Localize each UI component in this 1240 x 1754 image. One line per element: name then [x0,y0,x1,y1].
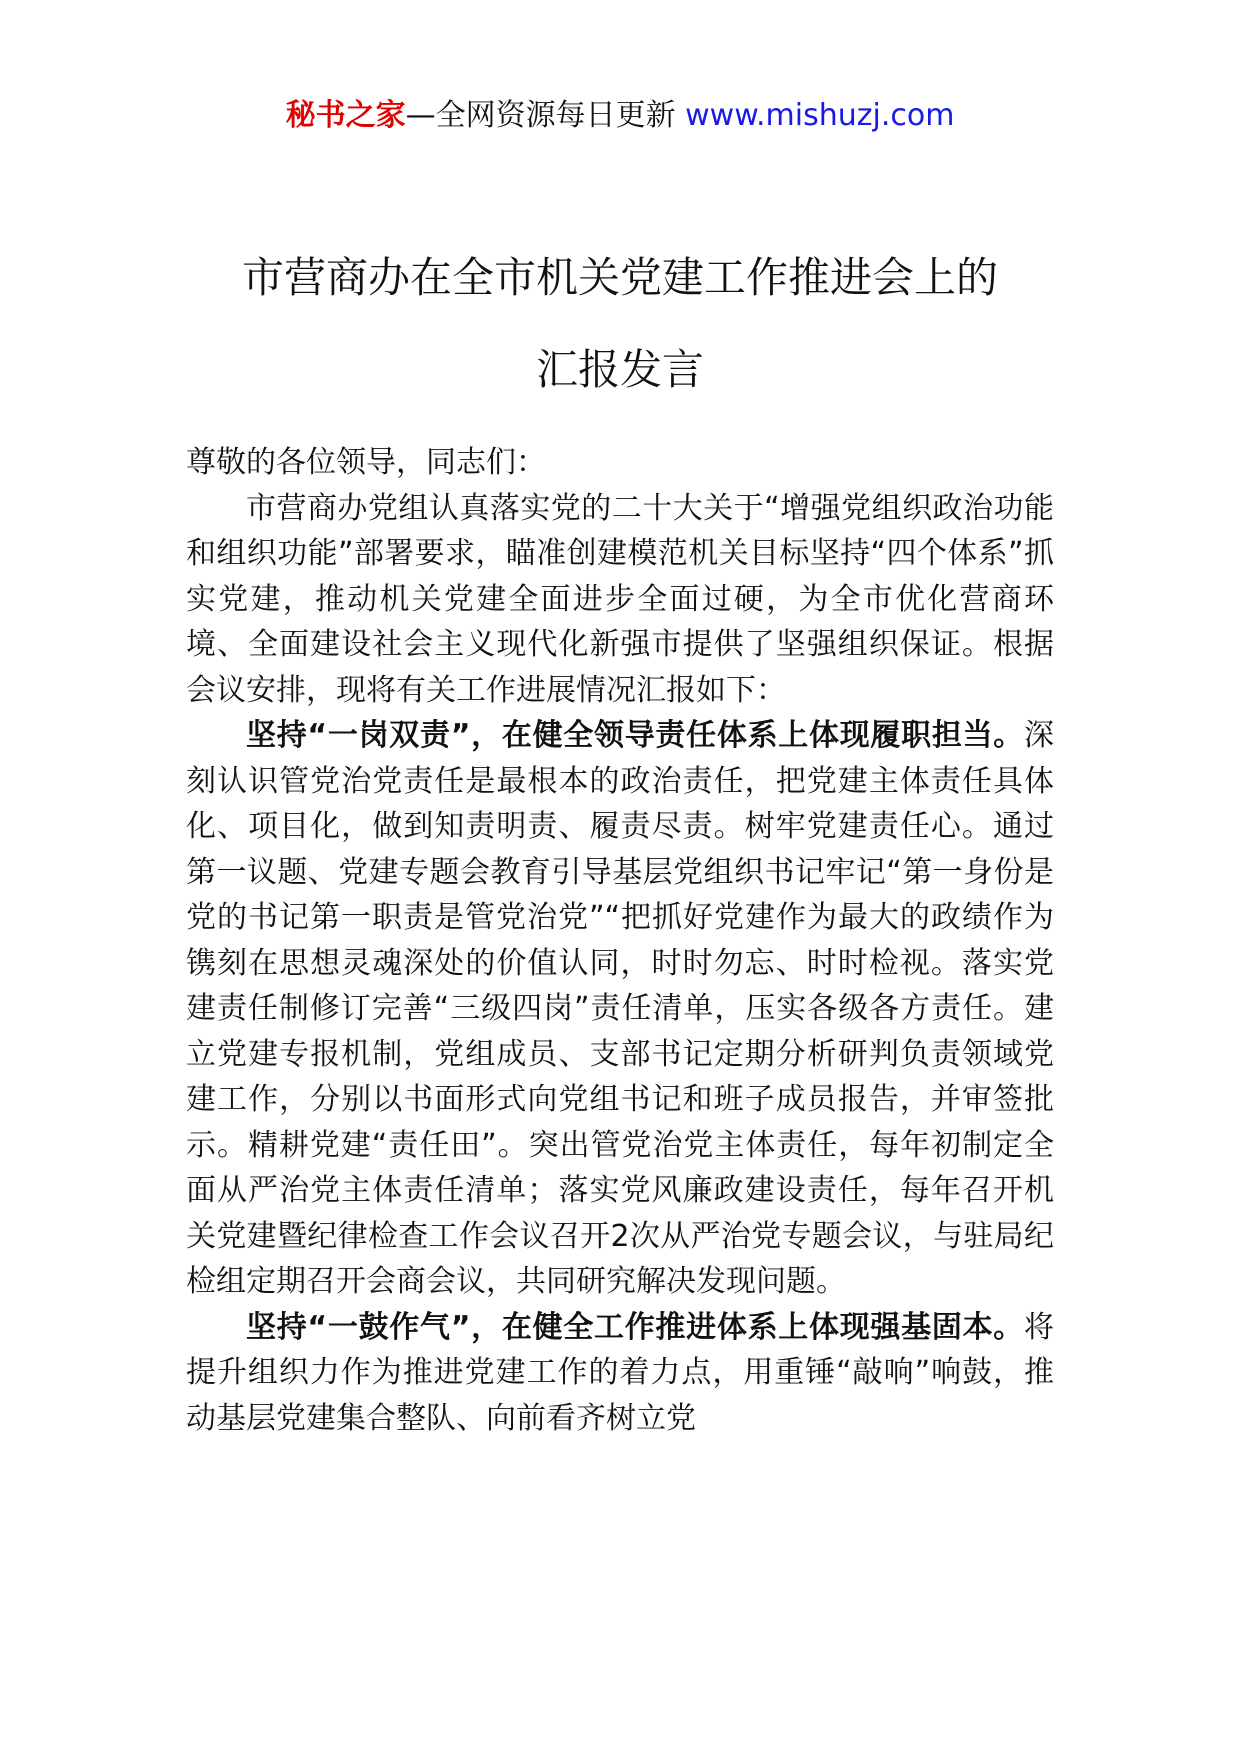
site-url-link[interactable]: www.mishuzj.com [685,98,955,133]
intro-paragraph: 市营商办党组认真落实党的二十大关于“增强党组织政治功能和组织功能”部署要求，瞄准创建模范机关目标坚持“四个体系”抓实党建，推动机关党建全面进步全面过硬，为全市优化营商环境、全面建设社会主义现代化新强市提供了坚强组织保证。根据会议安排，现将有关工作进展情况汇报如下： [186,490,1054,708]
document-body [186,440,1054,1441]
section-1-paragraph [186,713,1054,1305]
section-1-text: 深刻认识管党治党责任是最根本的政治责任，把党建主体责任具体化、项目化，做到知责明责、履责尽责。树牢党建责任心。通过第一议题、党建专题会教育引导基层党组织书记牢记“第一身份是党的书记第一职责是管党治党”“把抓好党建作为最大的政绩作为镌刻在思想灵魂深处的价值认同，时时勿忘、时时检视。落实党建责任制修订完善“三级四岗”责任清单，压实各级各方责任。建立党建专报机制，党组成员、支部书记定期分析研判负责领域党建工作，分别以书面形式向党组书记和班子成员报告，并审签批示。精耕党建“责任田”。突出管党治党主体责任，每年初制定全面从严治党主体责任清单；落实党风廉政建设责任，每年召开机关党建暨纪律检查工作会议召开2次从严治党专题会议，与驻局纪检组定期召开会商会议，共同研究解决发现问题。 [186,718,1054,1299]
section-2-paragraph [186,1305,1054,1442]
title-line-2: 汇报发言 [535,345,704,394]
section-2-text: 将提升组织力作为推进党建工作的着力点，用重锤“敲响”响鼓，推动基层党建集合整队、向前看齐树立党 [186,1309,1054,1436]
title-line-1: 市营商办在全市机关党建工作推进会上的 [241,253,998,302]
salutation: 尊敬的各位领导，同志们： [186,445,546,480]
brand-name: 秘书之家 [285,98,406,133]
document-title [0,232,1240,416]
header-tagline: —全网资源每日更新 [405,98,676,133]
section-2-heading: 坚持“一鼓作气”，在健全工作推进体系上体现强基固本。 [246,1309,1024,1345]
site-header [0,96,1240,136]
section-1-heading: 坚持“一岗双责”，在健全领导责任体系上体现履职担当。 [246,718,1024,753]
